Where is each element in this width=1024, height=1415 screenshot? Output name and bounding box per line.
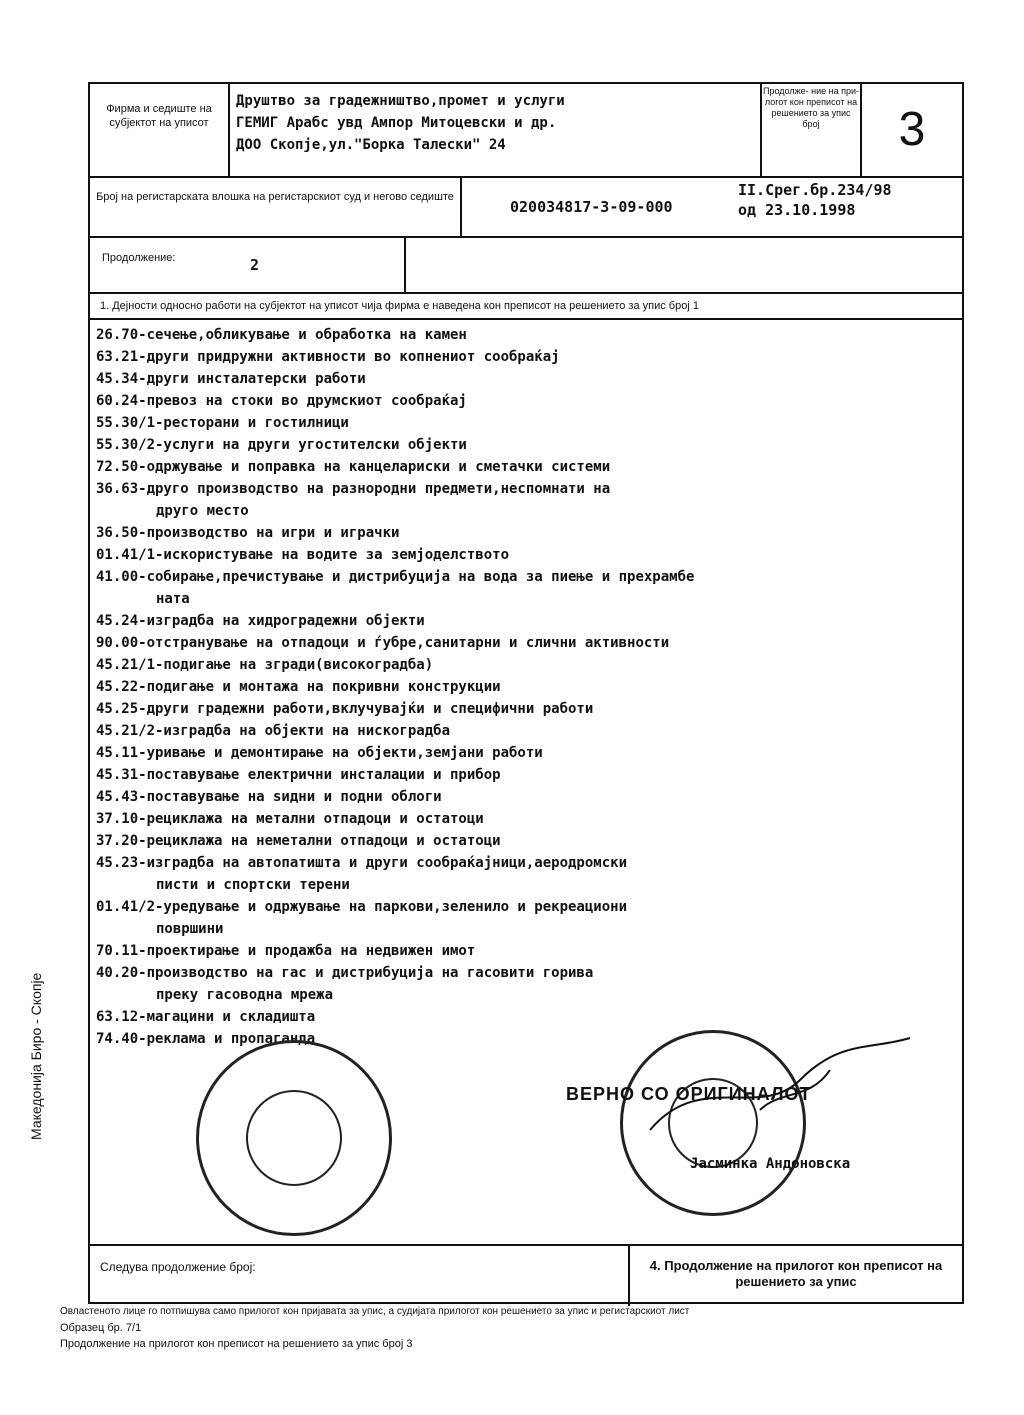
activity-item: 74.40-реклама и пропаганда [96, 1031, 316, 1047]
court-reference [738, 180, 892, 220]
section-heading: 1. Дејности односно работи на субјектот на уписот чија фирма е наведена кон преписот на решението за упис број 1 [90, 292, 962, 320]
activity-item: 55.30/1-ресторани и гостилници [96, 415, 349, 431]
activity-item: 45.34-други инсталатерски работи [96, 371, 366, 387]
activity-item: 90.00-отстранување на отпадоци и ѓубре,санитарни и слични активности [96, 635, 670, 651]
activity-item: 45.25-други градежни работи,вклучувајќи и специфични работи [96, 701, 594, 717]
court-line: II.Срег.бр.234/98 [738, 181, 892, 199]
header-row [90, 84, 962, 178]
activity-item: 45.31-поставување електрични инсталации и прибор [96, 767, 501, 783]
registration-label: Број на регистарската влошка на регистарскиот суд и негово седиште [90, 176, 462, 236]
activity-item: 45.11-уривање и демонтирање на објекти,земјани работи [96, 745, 543, 761]
activity-item: 41.00-собирање,пречистување и дистрибуција на вода за пиење и прехрамбе [96, 569, 695, 585]
continuation-field-value: 2 [250, 256, 260, 274]
registration-row [90, 176, 962, 238]
activity-item: 40.20-производство на гас и дистрибуција на гасовити горива [96, 965, 594, 981]
activity-item: 45.22-подигање и монтажа на покривни конструкции [96, 679, 501, 695]
activity-item: 70.11-проектирање и продажба на недвижен имот [96, 943, 476, 959]
continuation-label: Продолже- ние на при- логот кон преписот на решението за упис број [762, 84, 862, 176]
bottom-row [90, 1244, 962, 1306]
activity-item: 26.70-сечење,обликување и обработка на камен [96, 327, 467, 343]
form-number: Образец бр. 7/1 [60, 1322, 142, 1334]
activity-item: 45.43-поставување на ѕидни и подни облоги [96, 789, 442, 805]
activity-item: 01.41/2-уредување и одржување на паркови,зеленило и рекреациони [96, 899, 628, 915]
court-line: од 23.10.1998 [738, 201, 856, 219]
continuation-row [90, 236, 962, 294]
continuation-field-label: Продолжение: [90, 236, 406, 292]
activity-item: 63.12-магацини и складишта [96, 1009, 316, 1025]
activity-item: 45.24-изградба на хидроградежни објекти [96, 613, 425, 629]
continuation-number: 3 [898, 103, 926, 156]
signatory-name: Јасминка Андоновска [690, 1156, 851, 1172]
activities-list [90, 324, 962, 1050]
activity-item: 37.20-рециклажа на неметални отпадоци и остатоци [96, 833, 501, 849]
activity-item: 63.21-други придружни активности во копнениот сообраќај [96, 349, 560, 365]
activity-item: 45.23-изградба на автопатишта и други сообраќајници,аеродромски [96, 855, 628, 871]
next-continuation-title: 4. Продолжение на прилогот кон преписот на решението за упис [649, 1258, 943, 1289]
activity-item: 60.24-превоз на стоки во друмскиот сообраќај [96, 393, 467, 409]
activity-item: 36.50-производство на игри и играчки [96, 525, 400, 541]
company-line: Друштво за градежништво,промет и услуги [236, 93, 565, 109]
activity-item: писти и спортски терени [156, 877, 350, 893]
activity-item: друго место [156, 503, 249, 519]
footer-continuation: Продолжение на прилогот кон преписот на решението за упис број 3 [60, 1338, 413, 1350]
activity-item: 45.21/1-подигање на згради(високоградба) [96, 657, 434, 673]
certification-text: ВЕРНО СО ОРИГИНАЛОТ [566, 1084, 812, 1104]
next-continuation-label: Следува продолжение број: [90, 1246, 630, 1306]
company-line: ГЕМИГ Арабс увд Ампор Митоцевски и др. [236, 115, 557, 131]
activity-item: 55.30/2-услуги на други угостителски објекти [96, 437, 467, 453]
side-publisher-text: Македонија Биро - Скопје [28, 972, 44, 1140]
activity-item: преку гасоводна мрежа [156, 987, 334, 1003]
company-line: ДОО Скопје,ул."Борка Талески" 24 [236, 137, 506, 153]
footer-note: Овластеното лице го потпишува само прилогот кон пријавата за упис, а судијата прилогот кон решението за упис и регистарскиот лист [60, 1306, 690, 1317]
activity-item: 01.41/1-искористување на водите за земјоделството [96, 547, 510, 563]
seal-inner-left [246, 1090, 342, 1186]
activity-item: ната [156, 591, 190, 607]
company-name [230, 84, 762, 176]
activity-item: 36.63-друго производство на разнородни предмети,неспомнати на [96, 481, 611, 497]
company-label: Фирма и седиште на субјектот на уписот [90, 84, 230, 176]
activity-item: 37.10-рециклажа на метални отпадоци и остатоци [96, 811, 484, 827]
registration-number: 020034817-3-09-000 [510, 198, 673, 216]
activity-item: 45.21/2-изградба на објекти на нискоградба [96, 723, 451, 739]
activity-item: 72.50-одржување и поправка на канцелариски и сметачки системи [96, 459, 611, 475]
activity-item: површини [156, 921, 224, 937]
